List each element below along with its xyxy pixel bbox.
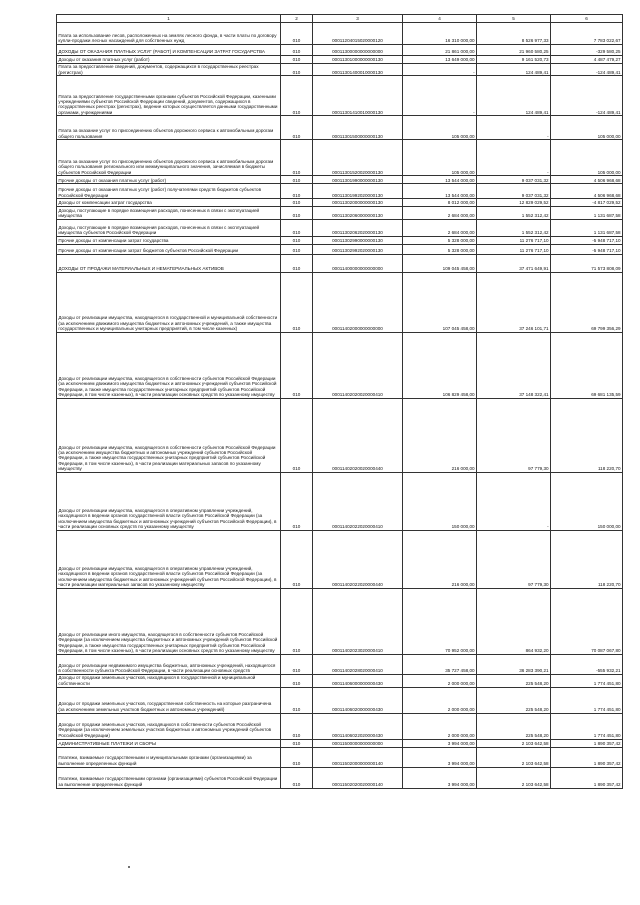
row-remaining: 4 506 968,68: [551, 184, 623, 199]
row-plan: 2 000 000,00: [403, 713, 477, 739]
row-code: 010: [281, 56, 313, 63]
row-kbk: 00011402020020000410: [313, 332, 403, 398]
row-name: Плата за предоставление сведений, документов, содержащихся в государственных реестрах (регистрах): [57, 63, 281, 76]
row-remaining: -555 932,21: [551, 654, 623, 674]
row-kbk: 00011500000000000000: [313, 739, 403, 747]
row-remaining: 105 000,00: [551, 116, 623, 140]
row-kbk: 00011402000000000000: [313, 272, 403, 332]
row-plan: -: [403, 76, 477, 116]
table-body: [57, 23, 623, 788]
table-row: [57, 140, 623, 176]
row-plan: 13 544 000,00: [403, 184, 477, 199]
row-name: Плата за предоставление государственными органами субъектов Российской Федерации, казенными учреждениями субъектов Российской Федерации сведений, документов, содержащихся в государственных реестрах (регистрах), ведение которых осуществляется данными государственными органами, учреждениями: [57, 76, 281, 116]
row-plan: 107 045 458,00: [403, 272, 477, 332]
row-remaining: 71 573 808,09: [551, 254, 623, 272]
row-executed: 9 037 031,32: [477, 184, 551, 199]
row-executed: -: [477, 140, 551, 176]
table-row: [57, 176, 623, 184]
row-executed: -: [477, 472, 551, 530]
row-code: 010: [281, 244, 313, 254]
row-code: 010: [281, 176, 313, 184]
row-name: Плата за оказание услуг по присоединению объектов дорожного сервиса к автомобильным дорогам общего пользования: [57, 116, 281, 140]
table-row: [57, 56, 623, 63]
row-remaining: 150 000,00: [551, 472, 623, 530]
row-executed: 37 246 101,71: [477, 272, 551, 332]
row-remaining: 1 774 451,80: [551, 674, 623, 687]
row-plan: 5 328 000,00: [403, 244, 477, 254]
row-name: Доходы от реализации имущества, находящегося в собственности субъектов Российской Федерации (за исключением имущества бюджетных и автономных учреждений субъектов Российской Федерации, а также имущества государственных унитарных предприятий субъектов Российской Федерации, в том числе казенных), в части реализации материальных запасов по указанному имуществу: [57, 398, 281, 472]
row-code: 010: [281, 140, 313, 176]
row-kbk: 00011302992020000130: [313, 244, 403, 254]
table-row: [57, 23, 623, 45]
row-executed: 12 829 029,52: [477, 199, 551, 206]
table-row: [57, 588, 623, 654]
row-remaining: 105 000,00: [551, 140, 623, 176]
row-remaining: 1 131 687,58: [551, 206, 623, 219]
row-code: 010: [281, 199, 313, 206]
row-executed: 11 276 717,10: [477, 236, 551, 244]
row-code: 010: [281, 219, 313, 236]
row-remaining: -5 948 717,10: [551, 236, 623, 244]
row-plan: 105 000,00: [403, 116, 477, 140]
row-remaining: -124 489,41: [551, 76, 623, 116]
row-name: Доходы от продажи земельных участков, находящихся в государственной и муниципальной собственности: [57, 674, 281, 687]
row-executed: 1 552 312,42: [477, 219, 551, 236]
table-row: [57, 332, 623, 398]
row-remaining: -329 580,25: [551, 45, 623, 56]
row-kbk: 00011402020020000440: [313, 398, 403, 472]
row-plan: 16 310 000,00: [403, 23, 477, 45]
row-name: Доходы, поступающие в порядке возмещения расходов, понесенных в связи с эксплуатацией имущества: [57, 206, 281, 219]
row-remaining: 118 220,70: [551, 530, 623, 588]
row-remaining: 7 783 022,67: [551, 23, 623, 45]
row-code: 010: [281, 654, 313, 674]
row-remaining: 4 487 479,27: [551, 56, 623, 63]
row-remaining: 1 890 357,42: [551, 747, 623, 767]
row-name: АДМИНИСТРАТИВНЫЕ ПЛАТЕЖИ И СБОРЫ: [57, 739, 281, 747]
row-kbk: 00011301500000000130: [313, 116, 403, 140]
row-plan: 150 000,00: [403, 472, 477, 530]
row-code: 010: [281, 530, 313, 588]
row-code: 010: [281, 45, 313, 56]
row-executed: 124 489,41: [477, 76, 551, 116]
row-executed: 124 489,41: [477, 63, 551, 76]
row-name: Доходы от продажи земельных участков, государственная собственность на которые разграничена (за исключением земельных участков бюджетных и автономных учреждений): [57, 687, 281, 713]
row-plan: 109 045 458,00: [403, 254, 477, 272]
row-name: Плата за оказание услуг по присоединению объектов дорожного сервиса к автомобильным дорогам общего пользования регионального или межмуниципального значения, зачисляемая в бюджеты субъектов Российской Федерации: [57, 140, 281, 176]
col-header-5: 5: [477, 15, 551, 23]
row-executed: 864 932,20: [477, 588, 551, 654]
row-plan: 5 328 000,00: [403, 236, 477, 244]
col-header-1: 1: [57, 15, 281, 23]
row-remaining: 1 774 451,80: [551, 687, 623, 713]
row-executed: 9 161 520,73: [477, 56, 551, 63]
row-kbk: 00011300000000000000: [313, 45, 403, 56]
row-name: Прочие доходы от оказания платных услуг (работ): [57, 176, 281, 184]
row-code: 010: [281, 747, 313, 767]
table-row: [57, 219, 623, 236]
row-executed: 225 548,20: [477, 687, 551, 713]
row-plan: 3 994 000,00: [403, 739, 477, 747]
table-row: [57, 76, 623, 116]
row-plan: 3 994 000,00: [403, 747, 477, 767]
row-executed: -: [477, 116, 551, 140]
row-kbk: 00011502000000000140: [313, 747, 403, 767]
row-code: 010: [281, 23, 313, 45]
header-row: [57, 15, 623, 23]
table-row: [57, 199, 623, 206]
row-plan: 13 544 000,00: [403, 176, 477, 184]
row-executed: 21 960 580,25: [477, 45, 551, 56]
row-kbk: 00011301520020000130: [313, 140, 403, 176]
row-remaining: 118 220,70: [551, 398, 623, 472]
row-code: 010: [281, 272, 313, 332]
table-row: [57, 45, 623, 56]
row-plan: 2 000 000,00: [403, 687, 477, 713]
table-row: [57, 116, 623, 140]
row-executed: 37 471 649,91: [477, 254, 551, 272]
row-name: Прочие доходы от компенсации затрат бюджетов субъектов Российской Федерации: [57, 244, 281, 254]
row-code: 010: [281, 184, 313, 199]
col-header-2: 2: [281, 15, 313, 23]
table-row: [57, 244, 623, 254]
row-kbk: 00011402023020000410: [313, 588, 403, 654]
row-name: Доходы от реализации имущества, находящегося в государственной и муниципальной собственности (за исключением движимого имущества бюджетных и автономных учреждений, а также имущества государственных и муниципальных унитарных предприятий, в том числе казенных): [57, 272, 281, 332]
row-executed: 97 779,30: [477, 398, 551, 472]
row-plan: -: [403, 63, 477, 76]
row-remaining: 69 681 135,59: [551, 332, 623, 398]
row-kbk: 00011301992020000130: [313, 184, 403, 199]
row-kbk: 00011402022020000440: [313, 530, 403, 588]
row-remaining: 1 890 357,42: [551, 767, 623, 788]
row-name: Доходы от оказания платных услуг (работ): [57, 56, 281, 63]
row-executed: 2 103 642,58: [477, 739, 551, 747]
row-code: 010: [281, 76, 313, 116]
row-name: Доходы от реализации имущества, находящегося в собственности субъектов Российской Федерации (за исключением движимого имущества бюджетных и автономных учреждений субъектов Российской Федерации, а также имущества государственных унитарных предприятий субъектов Российской Федерации, в том числе казенных), в части реализации основных средств по указанному имуществу: [57, 332, 281, 398]
row-kbk: 00011302062020000130: [313, 219, 403, 236]
row-executed: 2 103 642,58: [477, 747, 551, 767]
row-code: 010: [281, 206, 313, 219]
row-code: 010: [281, 236, 313, 244]
row-code: 010: [281, 739, 313, 747]
table-row: [57, 713, 623, 739]
table-row: [57, 654, 623, 674]
row-code: 010: [281, 588, 313, 654]
row-remaining: -5 948 717,10: [551, 244, 623, 254]
row-name: Платежи, взимаемые государственными и муниципальными органами (организациями) за выполнение определенных функций: [57, 747, 281, 767]
row-kbk: 00011402022020000410: [313, 472, 403, 530]
row-remaining: 1 774 451,80: [551, 713, 623, 739]
row-executed: 11 276 717,10: [477, 244, 551, 254]
row-kbk: 00011302990000000130: [313, 236, 403, 244]
row-executed: 225 548,20: [477, 713, 551, 739]
row-code: 010: [281, 116, 313, 140]
row-remaining: 1 131 687,58: [551, 219, 623, 236]
row-plan: 8 012 000,00: [403, 199, 477, 206]
row-kbk: 00011204015020000120: [313, 23, 403, 45]
row-kbk: 00011502020020000140: [313, 767, 403, 788]
row-code: 010: [281, 332, 313, 398]
col-header-4: 4: [403, 15, 477, 23]
row-kbk: 00011301990000000130: [313, 176, 403, 184]
row-executed: 225 548,20: [477, 674, 551, 687]
row-plan: 2 684 000,00: [403, 219, 477, 236]
row-name: Доходы от компенсации затрат государства: [57, 199, 281, 206]
stray-mark: [128, 866, 130, 868]
row-remaining: -124 489,41: [551, 63, 623, 76]
row-kbk: 00011301000000000130: [313, 56, 403, 63]
col-header-3: 3: [313, 15, 403, 23]
row-kbk: 00011400000000000000: [313, 254, 403, 272]
table-row: [57, 767, 623, 788]
table-row: [57, 63, 623, 76]
budget-report-sheet: [56, 14, 622, 789]
row-plan: 13 649 000,00: [403, 56, 477, 63]
col-header-6: 6: [551, 15, 623, 23]
table-row: [57, 472, 623, 530]
row-kbk: 00011406022020000430: [313, 713, 403, 739]
row-name: Доходы от реализации недвижимого имущества бюджетных, автономных учреждений, находящегося в собственности субъекта Российской Федерации, в части реализации основных средств: [57, 654, 281, 674]
row-plan: 216 000,00: [403, 530, 477, 588]
row-code: 010: [281, 674, 313, 687]
table-row: [57, 674, 623, 687]
row-executed: 36 283 390,21: [477, 654, 551, 674]
table-row: [57, 687, 623, 713]
row-kbk: 00011302060000000130: [313, 206, 403, 219]
table-row: [57, 747, 623, 767]
row-plan: 3 994 000,00: [403, 767, 477, 788]
row-code: 010: [281, 398, 313, 472]
row-plan: 106 829 458,00: [403, 332, 477, 398]
table-row: [57, 184, 623, 199]
row-plan: 2 684 000,00: [403, 206, 477, 219]
row-executed: 97 779,30: [477, 530, 551, 588]
row-plan: 35 727 458,00: [403, 654, 477, 674]
table-row: [57, 530, 623, 588]
row-code: 010: [281, 767, 313, 788]
row-executed: 2 103 642,58: [477, 767, 551, 788]
row-name: Платежи, взимаемые государственными органами (организациями) субъектов Российской Федерации за выполнение определенных функций: [57, 767, 281, 788]
row-remaining: 1 890 357,42: [551, 739, 623, 747]
row-code: 010: [281, 472, 313, 530]
row-name: Доходы от реализации иного имущества, находящегося в собственности субъектов Российской Федерации (за исключением имущества бюджетных и автономных учреждений субъектов Российской Федерации, а также имущества государственных унитарных предприятий субъектов Российской Федерации, в том числе казенных), в части реализации основных средств по указанному имуществу: [57, 588, 281, 654]
row-kbk: 00011406020000000430: [313, 687, 403, 713]
row-plan: 21 861 000,00: [403, 45, 477, 56]
row-name: Прочие доходы от компенсации затрат государства: [57, 236, 281, 244]
table-row: [57, 739, 623, 747]
row-kbk: 00011301400010000130: [313, 63, 403, 76]
row-plan: 105 000,00: [403, 140, 477, 176]
row-executed: 37 148 322,41: [477, 332, 551, 398]
row-executed: 9 037 031,32: [477, 176, 551, 184]
row-kbk: 00011302000000000130: [313, 199, 403, 206]
table-row: [57, 254, 623, 272]
row-name: Доходы от продажи земельных участков, находящихся в собственности субъектов Российской Федерации (за исключением земельных участков бюджетных и автономных учреждений субъектов Российской Федерации): [57, 713, 281, 739]
row-code: 010: [281, 63, 313, 76]
row-name: Доходы от реализации имущества, находящегося в оперативном управлении учреждений, находящихся в ведении органов государственной власти субъектов Российской Федерации (за исключением имущества бюджетных и автономных учреждений субъектов Российской Федерации), в части реализации основных средств по указанному имуществу: [57, 472, 281, 530]
row-remaining: 69 799 356,29: [551, 272, 623, 332]
row-executed: 1 552 312,42: [477, 206, 551, 219]
row-name: Прочие доходы от оказания платных услуг (работ) получателями средств бюджетов субъектов Российской Федерации: [57, 184, 281, 199]
income-table: [56, 14, 623, 789]
row-kbk: 00011406000000000430: [313, 674, 403, 687]
row-executed: 8 526 977,33: [477, 23, 551, 45]
row-code: 010: [281, 713, 313, 739]
row-name: Доходы от реализации имущества, находящегося в оперативном управлении учреждений, находящихся в ведении органов государственной власти субъектов Российской Федерации (за исключением имущества бюджетных и автономных учреждений субъектов Российской Федерации), в части реализации материальных запасов по указанному имуществу: [57, 530, 281, 588]
table-row: [57, 398, 623, 472]
row-plan: 216 000,00: [403, 398, 477, 472]
row-name: ДОХОДЫ ОТ ПРОДАЖИ МАТЕРИАЛЬНЫХ И НЕМАТЕРИАЛЬНЫХ АКТИВОВ: [57, 254, 281, 272]
row-remaining: 70 087 067,80: [551, 588, 623, 654]
table-row: [57, 272, 623, 332]
row-code: 010: [281, 254, 313, 272]
row-name: ДОХОДЫ ОТ ОКАЗАНИЯ ПЛАТНЫХ УСЛУГ (РАБОТ) И КОМПЕНСАЦИИ ЗАТРАТ ГОСУДАРСТВА: [57, 45, 281, 56]
table-row: [57, 236, 623, 244]
row-name: Доходы, поступающие в порядке возмещения расходов, понесенных в связи с эксплуатацией имущества субъектов Российской Федерации: [57, 219, 281, 236]
row-name: Плата за использование лесов, расположенных на землях лесного фонда, в части платы по договору купли-продажи лесных насаждений для собственных нужд: [57, 23, 281, 45]
row-plan: 2 000 000,00: [403, 674, 477, 687]
row-kbk: 00011402028020000410: [313, 654, 403, 674]
row-code: 010: [281, 687, 313, 713]
row-kbk: 00011301410010000130: [313, 76, 403, 116]
table-row: [57, 206, 623, 219]
row-plan: 70 952 000,00: [403, 588, 477, 654]
row-remaining: 4 506 968,68: [551, 176, 623, 184]
row-remaining: -4 817 029,52: [551, 199, 623, 206]
